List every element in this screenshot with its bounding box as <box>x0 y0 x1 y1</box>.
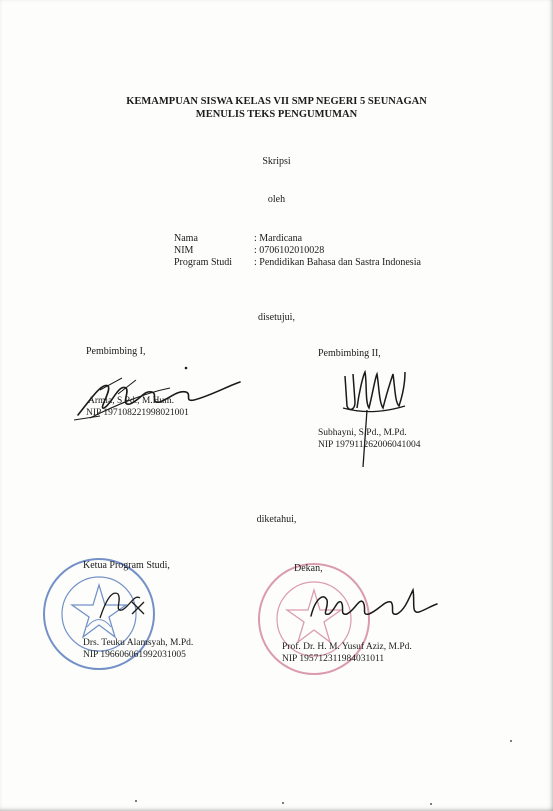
document-type: Skripsi <box>262 156 291 167</box>
advisor1-role: Pembimbing I, <box>86 346 146 357</box>
head-program-nip: NIP 196606061992031005 <box>83 650 186 660</box>
identity-label: Nama <box>174 233 198 244</box>
identity-label: Program Studi <box>174 257 233 268</box>
identity-label: NIM <box>174 245 194 256</box>
identity-row-nim <box>174 245 421 257</box>
scan-speck <box>510 740 512 742</box>
identity-block <box>174 233 421 269</box>
dean-name: Prof. Dr. H. M. Yusuf Aziz, M.Pd. <box>282 642 412 652</box>
advisor2-nip: NIP 197911262006041004 <box>318 440 421 450</box>
head-program-name: Drs. Teuku Alamsyah, M.Pd. <box>83 638 194 648</box>
advisor1-nip: NIP 197108221998021001 <box>86 408 189 418</box>
dean-nip: NIP 195712311984031011 <box>282 654 385 664</box>
dean-signature <box>305 580 445 630</box>
identity-value: : 0706102010028 <box>254 245 325 256</box>
scan-speck <box>430 803 432 805</box>
thesis-title-line-1: KEMAMPUAN SISWA KELAS VII SMP NEGERI 5 SEUNAGAN <box>126 96 427 107</box>
scan-speck <box>282 802 284 804</box>
identity-row-name <box>174 233 421 245</box>
thesis-title-line-2: MENULIS TEKS PENGUMUMAN <box>195 109 358 120</box>
scan-speck <box>135 800 137 802</box>
head-program-role: Ketua Program Studi, <box>83 560 170 571</box>
identity-row-program <box>174 257 421 269</box>
identity-value: : Mardicana <box>254 233 303 244</box>
advisor2-role: Pembimbing II, <box>318 348 381 359</box>
advisor2-signature <box>335 362 415 472</box>
known-label: diketahui, <box>256 514 297 525</box>
approved-label: disetujui, <box>258 312 295 323</box>
advisor2-name: Subhayni, S.Pd., M.Pd. <box>318 428 407 438</box>
dean-role: Dekan, <box>294 563 323 574</box>
advisor1-name: Armia, S.Pd., M.Hum. <box>88 396 175 406</box>
identity-value: : Pendidikan Bahasa dan Sastra Indonesia <box>254 257 421 268</box>
head-program-signature <box>92 580 152 625</box>
by-label: oleh <box>267 194 286 205</box>
